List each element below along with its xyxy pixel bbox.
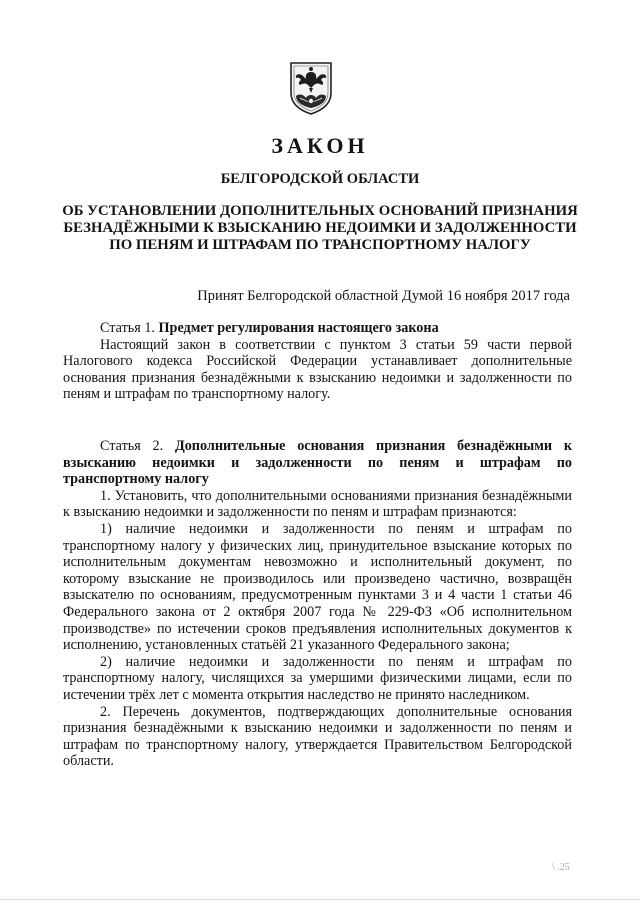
law-title: ЗАКОН <box>271 133 369 158</box>
scan-mark: \ .25 <box>552 862 570 873</box>
law-subject: ОБ УСТАНОВЛЕНИИ ДОПОЛНИТЕЛЬНЫХ ОСНОВАНИЙ ПРИЗНАНИЯ БЕЗНАДЁЖНЫМИ К ВЗЫСКАНИЮ НЕДОИМКИ И ЗАДОЛЖЕННОСТИ ПО ПЕНЯМ И ШТРАФАМ ПО ТРАНСПОРТНОМУ НАЛОГУ <box>62 203 578 253</box>
article-2 <box>63 438 572 770</box>
article-2-item-2: 2. Перечень документов, подтверждающих дополнительные основания признания безнадёжными к взысканию недоимки и задолженности по пеням и штрафам по транспортному налогу, утверждается Правительством Белгородской области. <box>63 703 572 770</box>
adoption-line: Принят Белгородской областной Думой 16 ноября 2017 года <box>197 288 570 304</box>
article-1-label: Статья 1. <box>100 320 159 336</box>
article-2-item-1: 1. Установить, что дополнительными основаниями признания безнадёжными к взысканию недоимки и задолженности по пеням и штрафам признаются: <box>63 487 572 521</box>
article-1-title: Предмет регулирования настоящего закона <box>158 320 439 336</box>
belgorod-coat-of-arms-icon <box>286 60 336 115</box>
page-edge-divider <box>0 899 640 900</box>
article-1 <box>63 320 572 403</box>
article-2-title: Дополнительные основания признания безнадёжными к взысканию недоимки и задолженности по пеням и штрафам по транспортному налогу <box>63 438 572 488</box>
article-2-item-1-2: 2) наличие недоимки и задолженности по пеням и штрафам по транспортному налогу, числящихся за умершими физическими лицами, если по истечении трёх лет с момента открытия наследство не принято наследником. <box>63 653 572 703</box>
article-2-item-1-1: 1) наличие недоимки и задолженности по пеням и штрафам по транспортному налогу у физических лиц, принудительное взыскание которых по исполнительным документам невозможно и исполнительный документ, по которому взыскание не производилось или произведено частично, возвращён взыскателю по основаниям, предусмотренным пунктами 3 и 4 части 1 статьи 46 Федерального закона от 2 октября 2007 года № 229-ФЗ «Об исполнительном производстве» по истечении сроков предъявления исполнительных документов к исполнению, установленных статьёй 21 указанного Федерального закона; <box>63 520 572 654</box>
article-1-heading <box>63 320 572 337</box>
region-title: БЕЛГОРОДСКОЙ ОБЛАСТИ <box>220 171 420 187</box>
article-2-label: Статья 2. <box>100 438 175 454</box>
article-1-text: Настоящий закон в соответствии с пунктом 3 статьи 59 части первой Налогового кодекса Российской Федерации устанавливает дополнительные основания признания безнадёжными к взысканию недоимки и задолженности по пеням и штрафам по транспортному налогу. <box>63 336 572 403</box>
article-2-heading <box>63 438 572 488</box>
